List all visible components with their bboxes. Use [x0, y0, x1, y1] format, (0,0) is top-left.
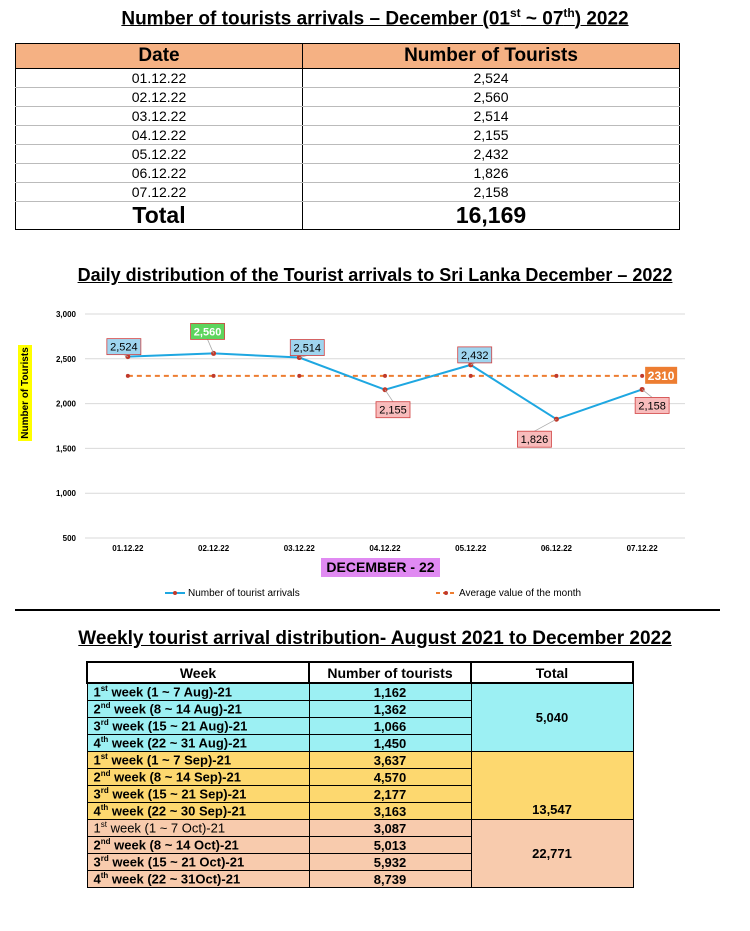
table-row	[16, 145, 680, 164]
data-label: 1,826	[520, 434, 549, 447]
date-cell: 06.12.22	[16, 164, 303, 183]
tourists-header: Number of tourists	[309, 662, 471, 683]
group-total: 5,040	[471, 683, 633, 752]
x-axis-label: DECEMBER - 22	[326, 559, 435, 575]
count-cell: 2,560	[303, 88, 680, 107]
x-tick-label: 02.12.22	[198, 544, 230, 553]
data-label: 2,524	[110, 341, 138, 354]
y-tick-label: 2,500	[55, 354, 76, 364]
count-cell: 1,066	[309, 718, 471, 735]
count-cell: 3,637	[309, 752, 471, 769]
average-point	[469, 374, 473, 378]
average-point	[640, 374, 644, 378]
data-label: 2,514	[293, 342, 322, 355]
count-cell: 2,155	[303, 126, 680, 145]
daily-table-title: Number of tourists arrivals – December (01st ~ 07th) 2022	[121, 6, 629, 30]
table-row	[16, 126, 680, 145]
total-label: Total	[16, 202, 303, 230]
count-cell: 2,514	[303, 107, 680, 126]
count-cell: 3,087	[309, 820, 471, 837]
count-cell: 1,450	[309, 735, 471, 752]
table-row	[16, 88, 680, 107]
data-label-leader	[534, 419, 556, 431]
count-cell: 3,163	[309, 803, 471, 820]
average-point	[126, 374, 130, 378]
y-tick-label: 1,500	[55, 444, 76, 454]
group-total: 22,771	[471, 820, 633, 888]
count-cell: 1,162	[309, 683, 471, 701]
x-tick-label: 06.12.22	[540, 544, 572, 553]
average-label: 2310	[647, 368, 675, 383]
daily-arrivals-chart	[0, 296, 750, 606]
weekly-arrivals-table	[86, 661, 634, 888]
data-label-leader	[385, 390, 393, 402]
count-cell: 5,932	[309, 854, 471, 871]
legend-arrivals-marker	[173, 591, 177, 595]
date-cell: 05.12.22	[16, 145, 303, 164]
data-label: 2,158	[638, 400, 666, 413]
tourists-header: Number of Tourists	[303, 44, 680, 69]
daily-arrivals-table	[15, 43, 680, 230]
week-cell: 2nd week (8 ~ 14 Sep)-21	[87, 769, 309, 786]
week-cell: 4th week (22 ~ 31 Aug)-21	[87, 735, 309, 752]
table-row	[87, 752, 633, 769]
count-cell: 1,362	[309, 701, 471, 718]
x-tick-label: 01.12.22	[112, 544, 144, 553]
week-cell: 3rd week (15 ~ 21 Aug)-21	[87, 718, 309, 735]
x-tick-label: 03.12.22	[283, 544, 315, 553]
count-cell: 1,826	[303, 164, 680, 183]
count-cell: 2,158	[303, 183, 680, 202]
y-axis-label: Number of Tourists	[20, 347, 31, 439]
y-tick-label: 3,000	[55, 310, 76, 319]
average-point	[554, 374, 558, 378]
count-cell: 2,524	[303, 69, 680, 88]
week-cell: 3rd week (15 ~ 21 Sep)-21	[87, 786, 309, 803]
week-cell: 2nd week (8 ~ 14 Aug)-21	[87, 701, 309, 718]
data-label: 2,432	[460, 349, 489, 362]
x-tick-label: 07.12.22	[626, 544, 658, 553]
week-cell: 4th week (22 ~ 30 Sep)-21	[87, 803, 309, 820]
average-point	[212, 374, 216, 378]
date-cell: 02.12.22	[16, 88, 303, 107]
data-label-leader	[642, 389, 652, 397]
count-cell: 8,739	[309, 871, 471, 888]
total-value: 16,169	[303, 202, 680, 230]
section-divider	[15, 609, 720, 611]
average-point	[383, 374, 387, 378]
chart-title: Daily distribution of the Tourist arrivals to Sri Lanka December – 2022	[77, 265, 673, 285]
arrivals-point	[211, 351, 216, 356]
table-row	[16, 69, 680, 88]
table-row	[87, 820, 633, 837]
y-tick-label: 500	[62, 534, 76, 543]
date-cell: 04.12.22	[16, 126, 303, 145]
group-total: 13,547	[471, 752, 633, 820]
data-label: 2,560	[193, 326, 222, 339]
total-header: Total	[471, 662, 633, 683]
y-tick-label: 1,000	[55, 489, 76, 499]
week-header: Week	[87, 662, 309, 683]
table-row	[16, 164, 680, 183]
data-label: 2,155	[379, 404, 407, 417]
week-cell: 4th week (22 ~ 31Oct)-21	[87, 871, 309, 888]
x-tick-label: 04.12.22	[369, 544, 401, 553]
table-row	[16, 107, 680, 126]
legend-average-marker	[444, 591, 448, 595]
total-row	[16, 202, 680, 230]
count-cell: 5,013	[309, 837, 471, 854]
week-cell: 1st week (1 ~ 7 Oct)-21	[87, 820, 309, 837]
week-cell: 3rd week (15 ~ 21 Oct)-21	[87, 854, 309, 871]
count-cell: 2,432	[303, 145, 680, 164]
week-cell: 1st week (1 ~ 7 Sep)-21	[87, 752, 309, 769]
x-tick-label: 05.12.22	[455, 544, 487, 553]
legend-arrivals-label: Number of tourist arrivals	[188, 588, 300, 599]
count-cell: 4,570	[309, 769, 471, 786]
legend-average-label: Average value of the month	[459, 588, 582, 599]
average-point	[297, 374, 301, 378]
table-row	[16, 183, 680, 202]
table-row	[87, 683, 633, 701]
count-cell: 2,177	[309, 786, 471, 803]
week-cell: 2nd week (8 ~ 14 Oct)-21	[87, 837, 309, 854]
date-cell: 03.12.22	[16, 107, 303, 126]
date-header: Date	[16, 44, 303, 69]
date-cell: 07.12.22	[16, 183, 303, 202]
date-cell: 01.12.22	[16, 69, 303, 88]
y-tick-label: 2,000	[55, 399, 76, 409]
week-cell: 1st week (1 ~ 7 Aug)-21	[87, 683, 309, 701]
data-label-leader	[208, 339, 214, 353]
weekly-table-title: Weekly tourist arrival distribution- August 2021 to December 2022	[78, 628, 672, 649]
